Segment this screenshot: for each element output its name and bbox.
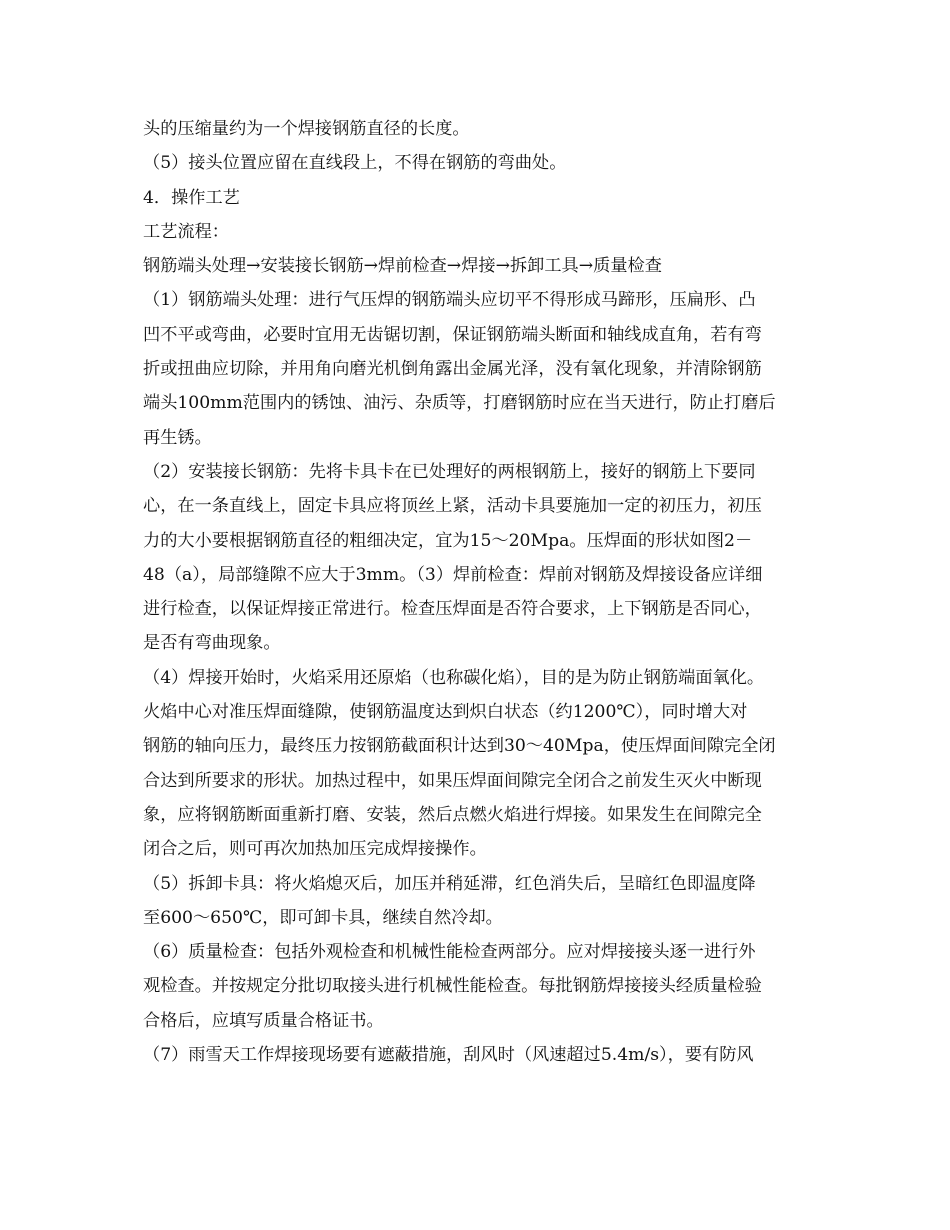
text-line: （4）焊接开始时，火焰采用还原焰（也称碳化焰），目的是为防止钢筋端面氧化。 xyxy=(143,667,765,688)
text-line: 闭合之后，则可再次加热加压完成焊接操作。 xyxy=(143,839,487,860)
text-line: 观检查。并按规定分批切取接头进行机械性能检查。每批钢筋焊接接头经质量检验 xyxy=(143,976,762,997)
text-line: 至600～650℃，即可卸卡具，继续自然冷却。 xyxy=(143,907,503,928)
text-line: 火焰中心对准压焊面缝隙，使钢筋温度达到炽白状态（约1200℃），同时增大对 xyxy=(143,702,748,723)
text-line: 合达到所要求的形状。加热过程中，如果压焊面间隙完全闭合之前发生灭火中断现 xyxy=(143,770,762,791)
text-line: （6）质量检查：包括外观检查和机械性能检查两部分。应对焊接接头逐一进行外 xyxy=(143,942,756,963)
text-line: 是否有弯曲现象。 xyxy=(143,633,281,654)
text-line: 进行检查，以保证焊接正常进行。检查压焊面是否符合要求，上下钢筋是否同心， xyxy=(143,599,762,620)
text-line: 象，应将钢筋断面重新打磨、安装，然后点燃火焰进行焊接。如果发生在间隙完全 xyxy=(143,804,762,825)
process-flow-line: 钢筋端头处理→安装接长钢筋→焊前检查→焊接→拆卸工具→质量检查 xyxy=(143,256,662,277)
text-line: 折或扭曲应切除，并用角向磨光机倒角露出金属光泽，没有氧化现象，并清除钢筋 xyxy=(143,359,762,380)
text-line: 合格后，应填写质量合格证书。 xyxy=(143,1010,384,1031)
text-line: 工艺流程： xyxy=(143,221,229,242)
section-heading: 4．操作工艺 xyxy=(143,187,240,208)
text-line: 端头100mm范围内的锈蚀、油污、杂质等，打磨钢筋时应在当天进行，防止打磨后 xyxy=(143,393,776,414)
text-line: （5）拆卸卡具：将火焰熄灭后，加压并稍延滞，红色消失后，呈暗红色即温度降 xyxy=(143,873,756,894)
text-line: 头的压缩量约为一个焊接钢筋直径的长度。 xyxy=(143,119,470,139)
text-line: 力的大小要根据钢筋直径的粗细决定，宜为15～20Mpa。压焊面的形状如图2－ xyxy=(143,530,753,551)
text-line: 心，在一条直线上，固定卡具应将顶丝上紧，活动卡具要施加一定的初压力，初压 xyxy=(143,496,762,517)
text-line: （2）安装接长钢筋：先将卡具卡在已处理好的两根钢筋上，接好的钢筋上下要同 xyxy=(143,461,756,482)
text-line: 钢筋的轴向压力，最终压力按钢筋截面积计达到30～40Mpa，使压焊面间隙完全闭 xyxy=(143,736,776,757)
text-line: （1）钢筋端头处理：进行气压焊的钢筋端头应切平不得形成马蹄形，压扁形、凸 xyxy=(143,290,756,311)
text-line: （7）雨雪天工作焊接现场要有遮蔽措施，刮风时（风速超过5.4m/s），要有防风 xyxy=(143,1045,754,1066)
text-line: （5）接头位置应留在直线段上，不得在钢筋的弯曲处。 xyxy=(143,153,567,174)
text-line: 凹不平或弯曲，必要时宜用无齿锯切割，保证钢筋端头断面和轴线成直角，若有弯 xyxy=(143,324,762,345)
text-line: 再生锈。 xyxy=(143,427,212,448)
text-line: 48（a），局部缝隙不应大于3mm。（3）焊前检查：焊前对钢筋及焊接设备应详细 xyxy=(143,564,763,585)
document-body xyxy=(143,112,833,1072)
